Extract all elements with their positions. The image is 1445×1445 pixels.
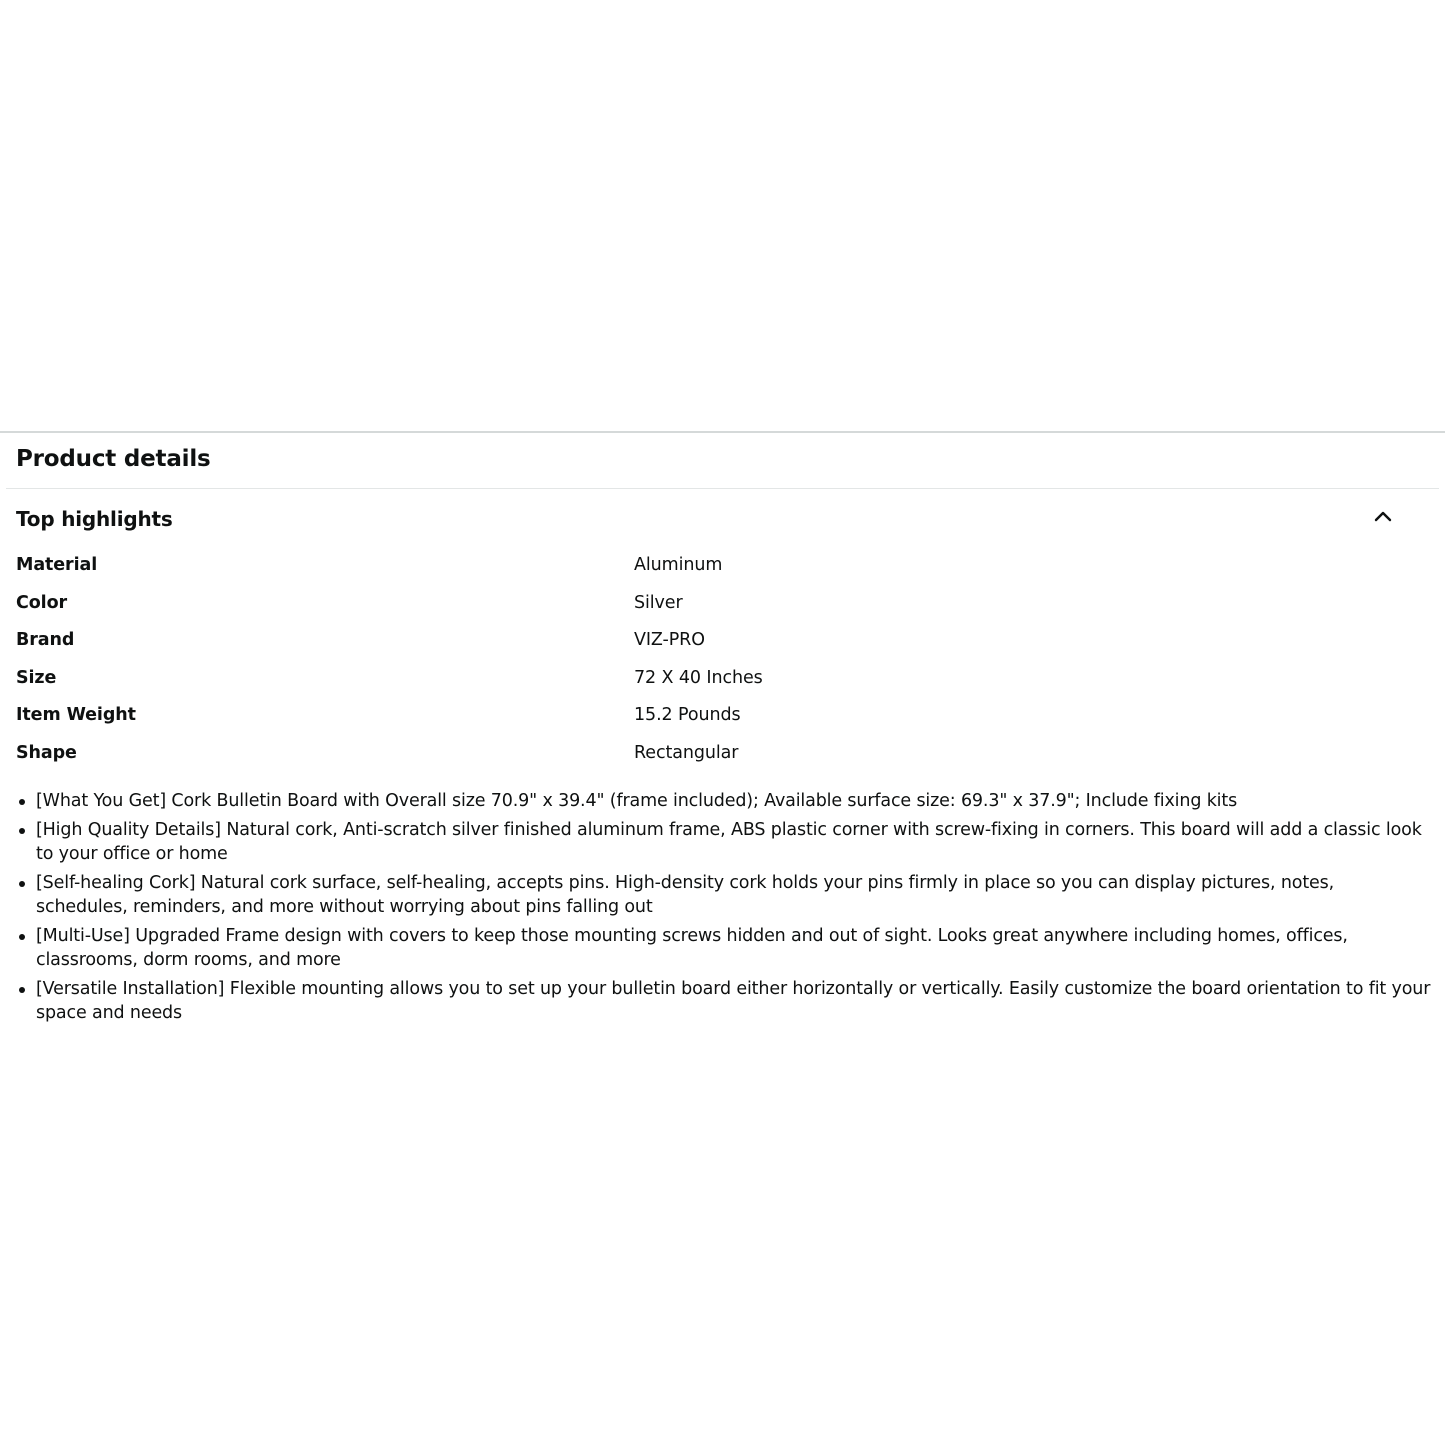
bullet-dot-icon bbox=[19, 799, 25, 805]
top-highlights-title: Top highlights bbox=[16, 507, 173, 531]
product-details-header bbox=[6, 433, 1439, 489]
spec-table bbox=[0, 549, 1445, 775]
bullet-text: [Versatile Installation] Flexible mounting allows you to set up your bulletin board either horizontally or vertically. Easily customize the board orientation to fit your space and needs bbox=[36, 979, 1431, 1024]
product-details-title: Product details bbox=[16, 446, 211, 472]
spec-key: Material bbox=[16, 555, 98, 575]
spec-key: Item Weight bbox=[16, 705, 136, 726]
spec-value: 72 X 40 Inches bbox=[634, 667, 763, 688]
spec-row-color bbox=[0, 587, 1445, 625]
spec-row-brand bbox=[0, 624, 1445, 662]
spec-key: Color bbox=[16, 592, 68, 613]
spec-row-size bbox=[0, 662, 1445, 700]
spec-value: Rectangular bbox=[634, 742, 739, 763]
bullet-text: [Multi-Use] Upgraded Frame design with covers to keep those mounting screws hidden and out of sight. Looks great anywhere including homes, offices, classrooms, dorm rooms, and more bbox=[36, 925, 1348, 971]
spec-row-material bbox=[0, 549, 1445, 587]
spec-row-shape bbox=[0, 737, 1445, 775]
top-highlights-expander[interactable] bbox=[0, 489, 1445, 549]
spec-key: Shape bbox=[16, 742, 77, 763]
bullet-dot-icon bbox=[19, 828, 25, 834]
bullet-dot-icon bbox=[19, 934, 25, 940]
list-item bbox=[0, 871, 1445, 919]
list-item bbox=[0, 818, 1445, 866]
spec-row-item-weight bbox=[0, 699, 1445, 737]
bullet-text: [Self-healing Cork] Natural cork surface, self-healing, accepts pins. High-density cork holds your pins firmly in place so you can display pictures, notes, schedules, reminders, and more without worrying about pins falling out bbox=[36, 872, 1335, 917]
spec-value: 15.2 Pounds bbox=[634, 705, 741, 726]
bullet-dot-icon bbox=[19, 881, 25, 887]
spec-value: Aluminum bbox=[634, 555, 723, 575]
list-item bbox=[0, 789, 1445, 813]
product-details-section bbox=[0, 431, 1445, 1026]
feature-bullet-list bbox=[0, 789, 1445, 1026]
bullet-text: [High Quality Details] Natural cork, Anti-scratch silver finished aluminum frame, ABS plastic corner with screw-fixing in corners. This board will add a classic look to your office or home bbox=[36, 819, 1422, 864]
chevron-up-icon[interactable] bbox=[1373, 509, 1393, 523]
blank-area bbox=[0, 0, 1445, 431]
bullet-text: [What You Get] Cork Bulletin Board with Overall size 70.9" x 39.4" (frame included); Available surface size: 69.3" x 37.9"; Include fixing kits bbox=[36, 790, 1238, 811]
bullet-dot-icon bbox=[19, 987, 25, 993]
spec-key: Size bbox=[16, 667, 57, 688]
spec-key: Brand bbox=[16, 630, 75, 651]
spec-value: VIZ-PRO bbox=[634, 630, 705, 651]
spec-value: Silver bbox=[634, 592, 683, 613]
list-item bbox=[0, 924, 1445, 972]
list-item bbox=[0, 977, 1445, 1025]
